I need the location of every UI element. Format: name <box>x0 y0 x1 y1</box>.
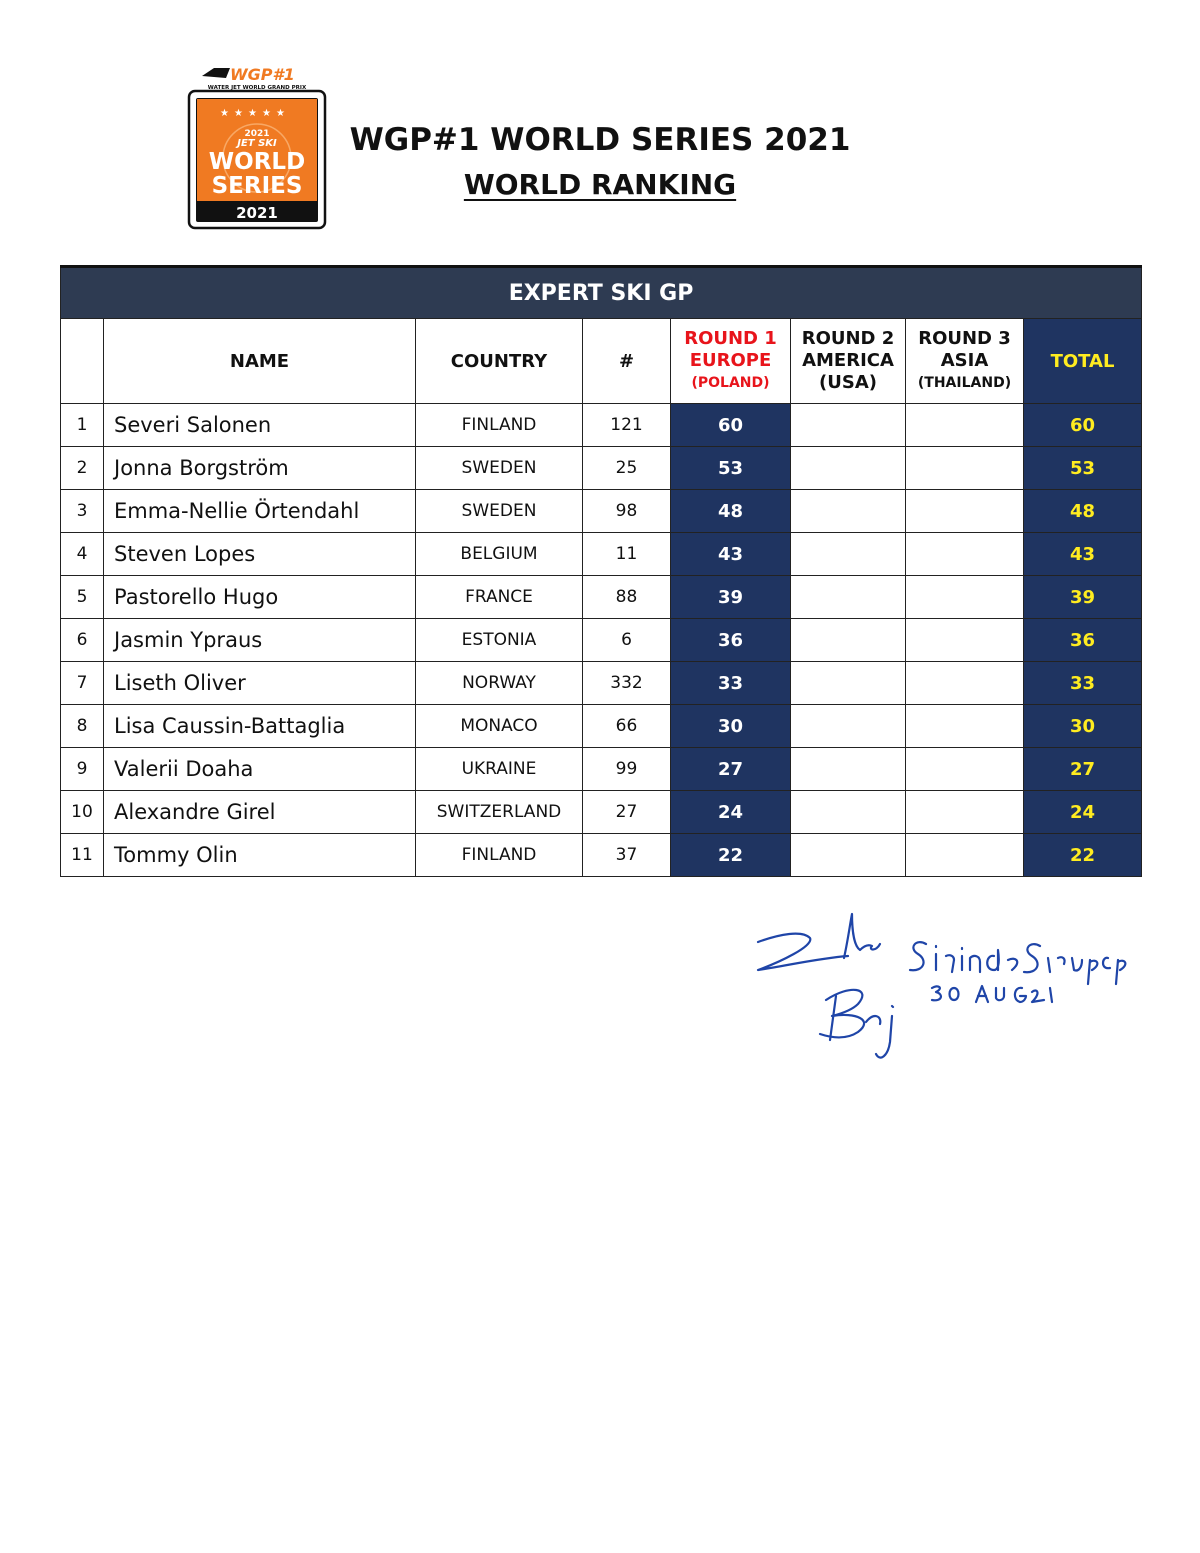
cell-total-points: 27 <box>1024 748 1142 791</box>
cell-round2-points <box>791 834 906 877</box>
ranking-table <box>60 265 1142 877</box>
cell-position: 10 <box>61 791 104 834</box>
svg-text:★: ★ <box>220 108 229 119</box>
cell-race-number: 121 <box>583 404 671 447</box>
cell-rider-name: Emma-Nellie Örtendahl <box>104 490 416 533</box>
cell-round3-points <box>906 533 1024 576</box>
cell-round2-points <box>791 662 906 705</box>
cell-round1-points: 22 <box>671 834 791 877</box>
cell-round2-points <box>791 576 906 619</box>
cell-country: MONACO <box>416 705 583 748</box>
table-row <box>61 533 1142 576</box>
cell-round3-points <box>906 619 1024 662</box>
cell-race-number: 11 <box>583 533 671 576</box>
signature-date-script <box>932 986 1052 1002</box>
cell-race-number: 66 <box>583 705 671 748</box>
cell-rider-name: Steven Lopes <box>104 533 416 576</box>
cell-race-number: 99 <box>583 748 671 791</box>
header-number: # <box>583 319 671 404</box>
page-subtitle: WORLD RANKING <box>463 168 737 201</box>
cell-rider-name: Valerii Doaha <box>104 748 416 791</box>
svg-text:SERIES: SERIES <box>211 173 303 199</box>
svg-text:★: ★ <box>262 108 271 119</box>
cell-round3-points <box>906 404 1024 447</box>
header-country: COUNTRY <box>416 319 583 404</box>
header-round1-line2: EUROPE <box>689 350 772 371</box>
header-position <box>61 319 104 404</box>
table-row <box>61 834 1142 877</box>
svg-text:2021: 2021 <box>244 129 270 139</box>
cell-round2-points <box>791 490 906 533</box>
cell-total-points: 60 <box>1024 404 1142 447</box>
table-row <box>61 705 1142 748</box>
cell-total-points: 53 <box>1024 447 1142 490</box>
cell-round2-points <box>791 748 906 791</box>
cell-country: SWEDEN <box>416 447 583 490</box>
cell-round2-points <box>791 404 906 447</box>
cell-country: FINLAND <box>416 404 583 447</box>
signature-stroke-3 <box>820 990 864 1040</box>
table-row <box>61 404 1142 447</box>
cell-round1-points: 60 <box>671 404 791 447</box>
cell-position: 11 <box>61 834 104 877</box>
cell-round2-points <box>791 619 906 662</box>
cell-position: 7 <box>61 662 104 705</box>
cell-round1-points: 36 <box>671 619 791 662</box>
svg-text:★: ★ <box>234 108 243 119</box>
cell-round3-points <box>906 834 1024 877</box>
page-title: WGP#1 WORLD SERIES 2021 <box>349 122 851 158</box>
cell-country: FRANCE <box>416 576 583 619</box>
cell-total-points: 33 <box>1024 662 1142 705</box>
cell-round1-points: 24 <box>671 791 791 834</box>
cell-race-number: 88 <box>583 576 671 619</box>
svg-text:WGP#1: WGP#1 <box>230 65 295 84</box>
header-round3-line1: ROUND 3 <box>918 328 1011 349</box>
cell-country: SWITZERLAND <box>416 791 583 834</box>
cell-race-number: 25 <box>583 447 671 490</box>
cell-total-points: 48 <box>1024 490 1142 533</box>
ranking-body <box>61 404 1142 877</box>
cell-round1-points: 39 <box>671 576 791 619</box>
cell-round1-points: 30 <box>671 705 791 748</box>
svg-text:★: ★ <box>248 108 257 119</box>
table-row <box>61 447 1142 490</box>
cell-race-number: 6 <box>583 619 671 662</box>
cell-round3-points <box>906 705 1024 748</box>
cell-total-points: 36 <box>1024 619 1142 662</box>
header-round1-line1: ROUND 1 <box>684 328 777 349</box>
category-banner: EXPERT SKI GP <box>61 267 1142 319</box>
cell-position: 4 <box>61 533 104 576</box>
header-round1 <box>671 319 791 404</box>
cell-race-number: 27 <box>583 791 671 834</box>
cell-position: 6 <box>61 619 104 662</box>
cell-race-number: 98 <box>583 490 671 533</box>
cell-round3-points <box>906 748 1024 791</box>
header-round2-line1: ROUND 2 <box>801 328 895 349</box>
cell-rider-name: Jasmin Ypraus <box>104 619 416 662</box>
cell-country: SWEDEN <box>416 490 583 533</box>
cell-country: UKRAINE <box>416 748 583 791</box>
header-round2-line2: AMERICA <box>802 350 894 371</box>
cell-rider-name: Liseth Oliver <box>104 662 416 705</box>
header-round2 <box>791 319 906 404</box>
cell-round1-points: 48 <box>671 490 791 533</box>
cell-country: NORWAY <box>416 662 583 705</box>
cell-rider-name: Alexandre Girel <box>104 791 416 834</box>
signature-name-script <box>910 942 1125 984</box>
cell-round3-points <box>906 447 1024 490</box>
cell-total-points: 30 <box>1024 705 1142 748</box>
header-round3-line2: ASIA <box>940 350 989 371</box>
cell-round1-points: 33 <box>671 662 791 705</box>
cell-round3-points <box>906 490 1024 533</box>
cell-round3-points <box>906 576 1024 619</box>
cell-round2-points <box>791 705 906 748</box>
cell-round3-points <box>906 662 1024 705</box>
cell-round1-points: 43 <box>671 533 791 576</box>
svg-text:JET SKI: JET SKI <box>237 138 277 149</box>
cell-country: BELGIUM <box>416 533 583 576</box>
cell-position: 5 <box>61 576 104 619</box>
table-row <box>61 662 1142 705</box>
cell-round1-points: 53 <box>671 447 791 490</box>
cell-total-points: 22 <box>1024 834 1142 877</box>
cell-rider-name: Pastorello Hugo <box>104 576 416 619</box>
cell-round2-points <box>791 533 906 576</box>
header-name: NAME <box>104 319 416 404</box>
official-signatures <box>740 900 1140 1080</box>
cell-country: ESTONIA <box>416 619 583 662</box>
cell-rider-name: Jonna Borgström <box>104 447 416 490</box>
header-round3-line3: (THAILAND) <box>917 375 1012 391</box>
cell-race-number: 332 <box>583 662 671 705</box>
cell-position: 8 <box>61 705 104 748</box>
cell-round1-points: 27 <box>671 748 791 791</box>
table-row <box>61 791 1142 834</box>
cell-country: FINLAND <box>416 834 583 877</box>
cell-round2-points <box>791 447 906 490</box>
cell-position: 3 <box>61 490 104 533</box>
svg-text:WATER JET WORLD GRAND PRIX: WATER JET WORLD GRAND PRIX <box>207 85 307 91</box>
cell-rider-name: Severi Salonen <box>104 404 416 447</box>
cell-total-points: 43 <box>1024 533 1142 576</box>
table-row <box>61 748 1142 791</box>
svg-text:2021: 2021 <box>236 204 278 222</box>
header-total: TOTAL <box>1024 319 1142 404</box>
cell-round2-points <box>791 791 906 834</box>
signature-stroke-1 <box>758 934 848 970</box>
cell-round3-points <box>906 791 1024 834</box>
header-round1-line3: (POLAND) <box>691 375 770 391</box>
cell-position: 2 <box>61 447 104 490</box>
cell-position: 9 <box>61 748 104 791</box>
header-round3 <box>906 319 1024 404</box>
header-round2-line3: (USA) <box>819 372 877 393</box>
cell-total-points: 24 <box>1024 791 1142 834</box>
svg-text:★: ★ <box>276 108 285 119</box>
table-row <box>61 576 1142 619</box>
cell-rider-name: Lisa Caussin-Battaglia <box>104 705 416 748</box>
cell-race-number: 37 <box>583 834 671 877</box>
svg-text:WORLD: WORLD <box>208 149 306 175</box>
cell-total-points: 39 <box>1024 576 1142 619</box>
table-row <box>61 619 1142 662</box>
table-row <box>61 490 1142 533</box>
cell-rider-name: Tommy Olin <box>104 834 416 877</box>
signature-stroke-4 <box>866 1006 893 1058</box>
signature-stroke-2 <box>844 914 880 958</box>
cell-position: 1 <box>61 404 104 447</box>
